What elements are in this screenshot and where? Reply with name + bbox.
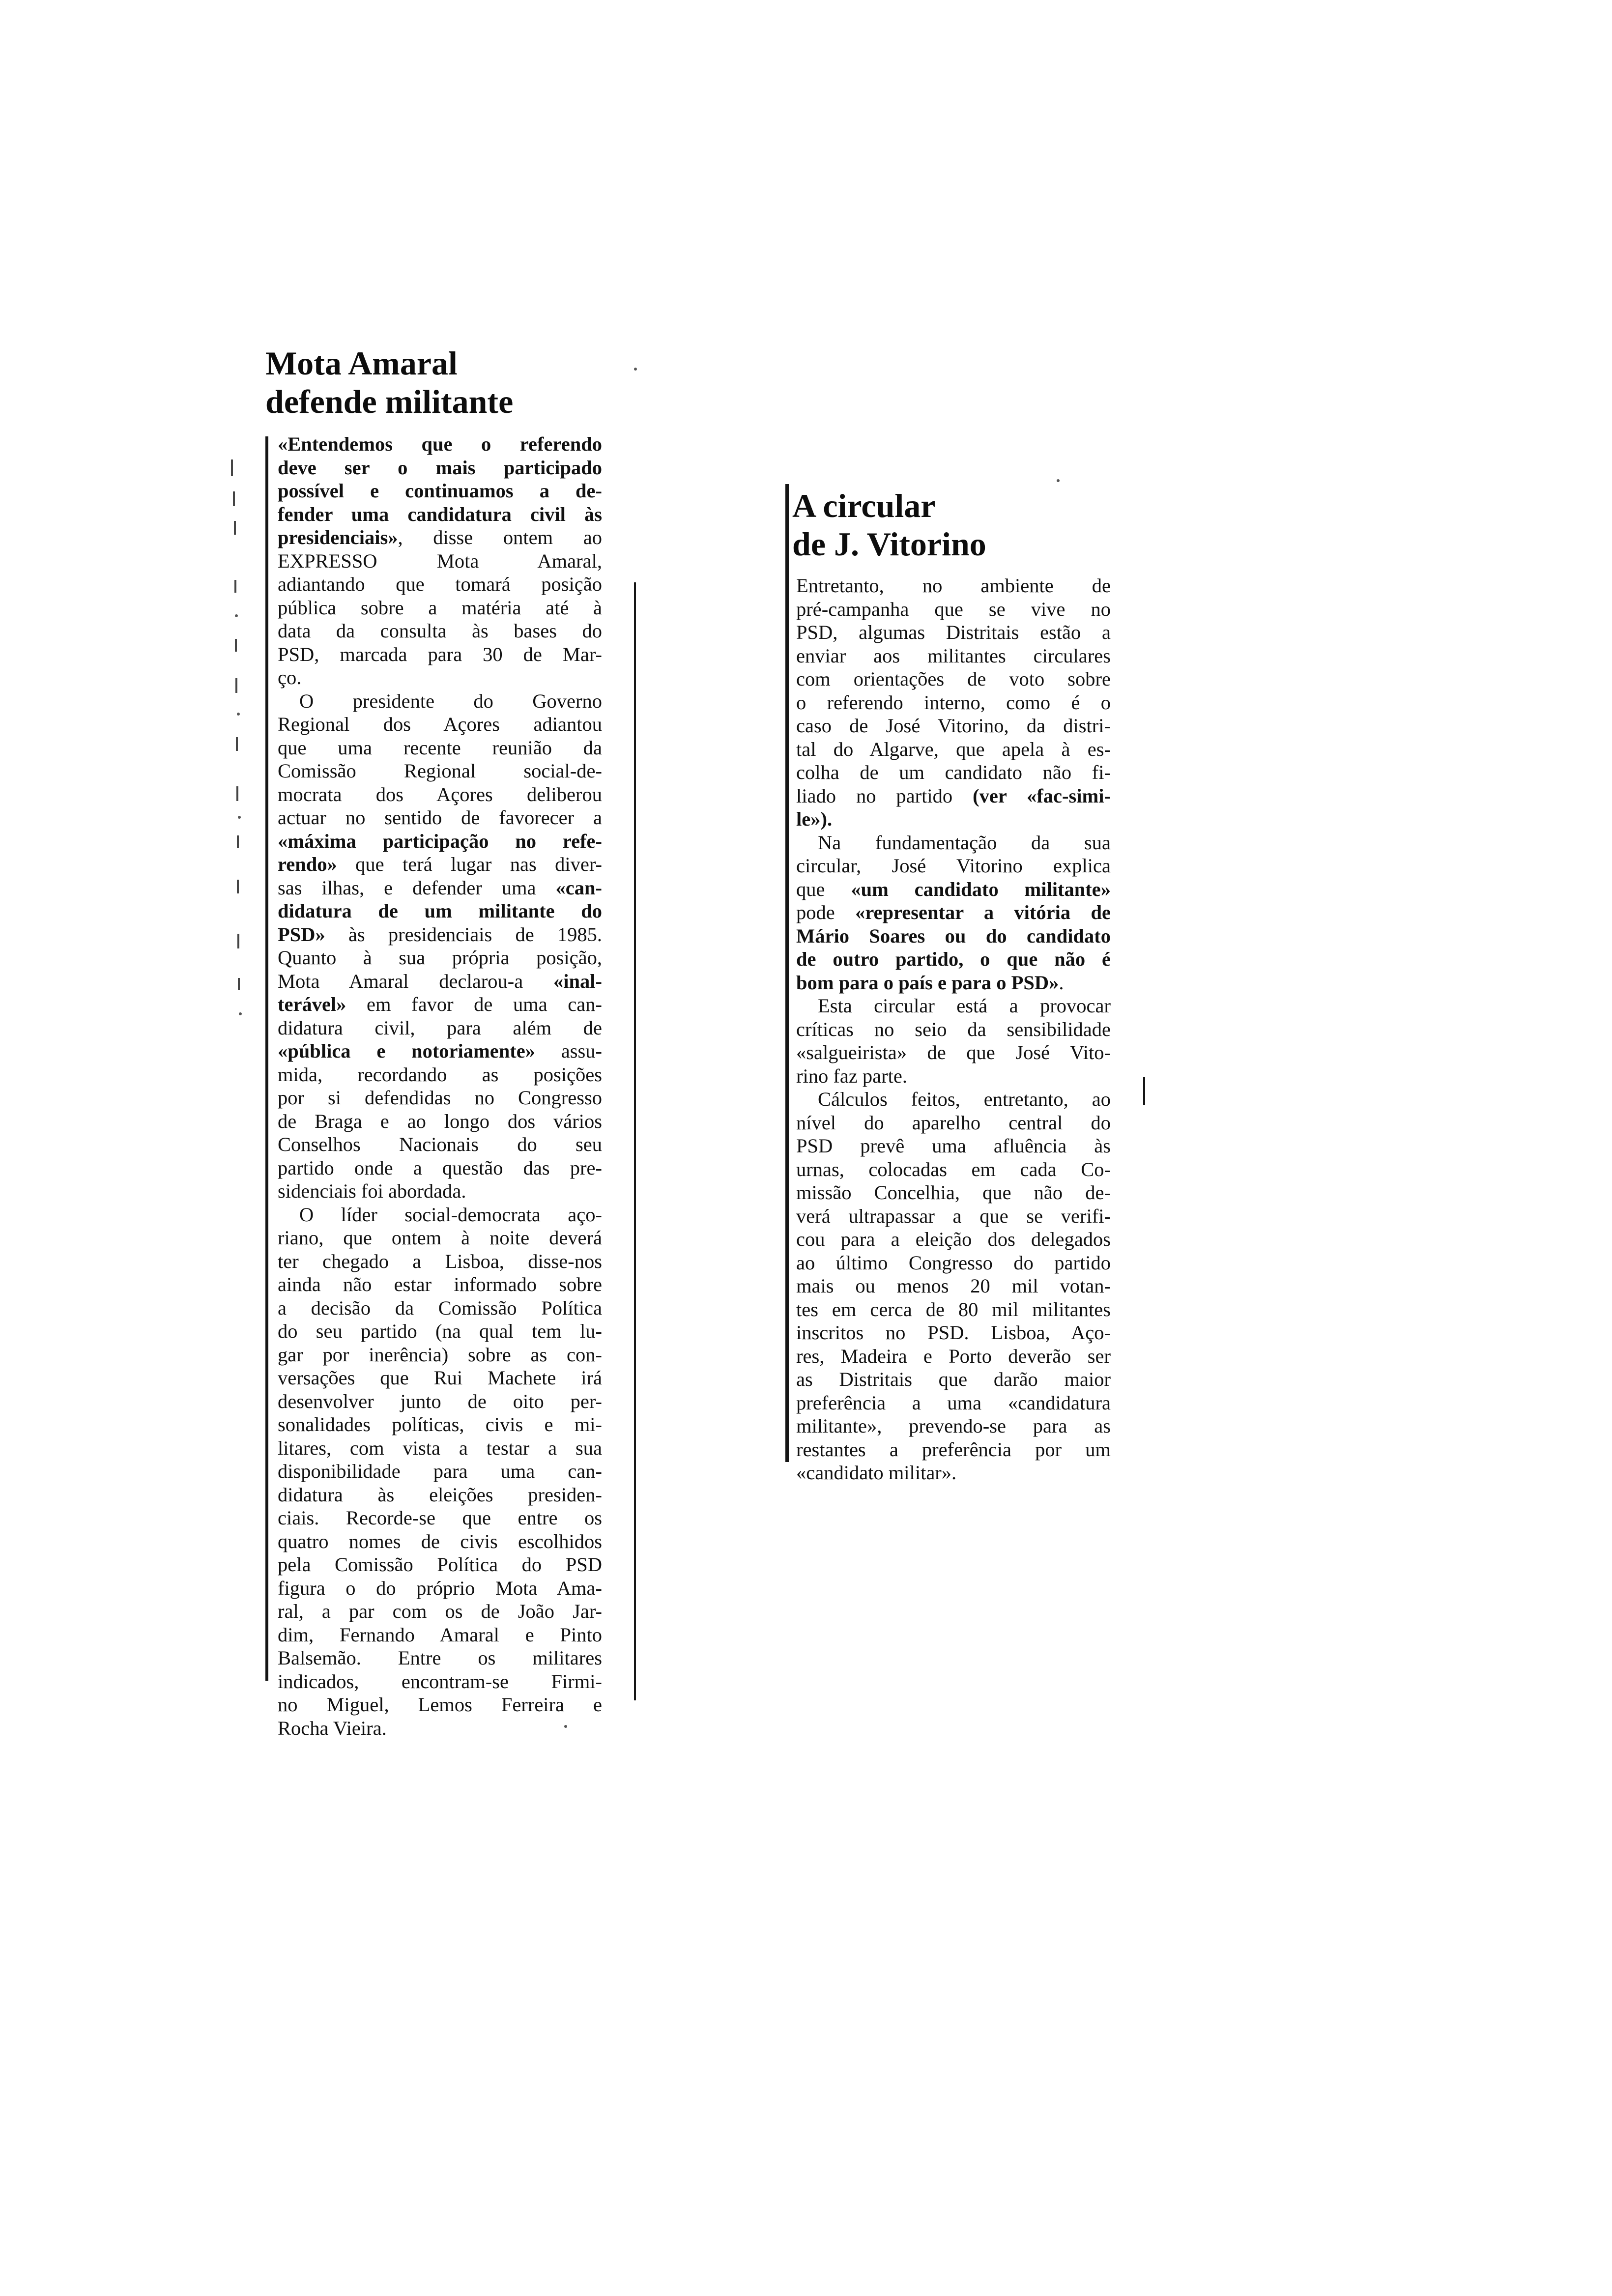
text: ainda não estar informado sobre [278,1273,602,1295]
bold-text: possível e continuamos a de- [278,480,602,502]
text: EXPRESSO Mota Amaral, [278,549,602,572]
bold-text: fender uma candidatura civil às [278,503,602,525]
text-line [278,689,602,713]
text: verá ultrapassar a que se verifi- [796,1205,1111,1227]
text-line [796,1181,1111,1205]
text: pela Comissão Política do PSD [278,1553,602,1576]
text: assu- [535,1040,602,1062]
left-article-headline [265,344,639,421]
text-line [278,1296,602,1320]
text-line [278,1506,602,1530]
margin-tick [237,934,239,948]
text: partido onde a questão das pre- [278,1156,602,1179]
bold-text: «pública e notoriamente» [278,1040,535,1062]
text: o referendo interno, como é o [796,691,1111,714]
text-line [796,1111,1111,1135]
text-line [796,1391,1111,1415]
text: sas ilhas, e defender uma [278,876,556,899]
text: Balsemão. Entre os militares [278,1647,602,1669]
text: Entretanto, no ambiente de [796,574,1111,597]
bold-text: presidenciais» [278,526,398,548]
text: sidenciais foi abordada. [278,1180,466,1202]
margin-tick [235,678,237,693]
margin-tick [235,639,237,652]
text: Conselhos Nacionais do seu [278,1133,602,1155]
text-line [278,1039,602,1063]
right-article-margin-mark [1143,1077,1145,1105]
text-line [278,853,602,876]
text: , disse ontem ao [398,526,602,548]
text-line [278,1250,602,1273]
text-line [796,1298,1111,1321]
text-line [278,643,602,666]
text-line [278,1343,602,1367]
text: mida, recordando as posições [278,1063,602,1086]
margin-tick [231,459,233,476]
text-line [278,1390,602,1413]
bold-text: terável» [278,993,346,1015]
text-line [278,1156,602,1180]
text-line [278,830,602,853]
text-line [796,1158,1111,1181]
left-article-left-rule [265,436,268,1681]
text-line [796,1088,1111,1111]
text-line [278,549,602,573]
text: gar por inerência) sobre as con- [278,1343,602,1366]
text-line [278,1530,602,1553]
text: ao último Congresso do partido [796,1251,1111,1274]
text-line [278,783,602,806]
text-line [278,1179,602,1203]
text: em favor de uma can- [346,993,602,1015]
text: preferência a uma «candidatura [796,1391,1111,1414]
bold-text: (ver «fac-simi- [973,784,1111,807]
text-line [278,806,602,830]
text: liado no partido [796,784,973,807]
text: do seu partido (na qual tem lu- [278,1320,602,1342]
text: cou para a eleição dos delegados [796,1228,1111,1250]
text: didatura às eleições presiden- [278,1483,602,1506]
text-line [796,971,1111,995]
text: tes em cerca de 80 mil militantes [796,1298,1111,1320]
margin-tick [237,835,239,848]
scan-speck [1057,479,1060,482]
text: às presidenciais de 1985. [325,923,602,946]
text: que terá lugar nas diver- [337,853,602,875]
text: sonalidades políticas, civis e mi- [278,1413,602,1435]
text-line [796,1274,1111,1298]
margin-tick [234,580,236,593]
text-line [796,1368,1111,1391]
text-line [796,901,1111,924]
text: pré-campanha que se vive no [796,598,1111,620]
text-line [796,1134,1111,1158]
text-line [278,970,602,993]
margin-tick [236,737,238,751]
text: caso de José Vitorino, da distri- [796,715,1111,737]
text: «salgueirista» de que José Vito- [796,1041,1111,1063]
text-line [796,644,1111,668]
text: por si defendidas no Congresso [278,1087,602,1109]
text: rino faz parte. [796,1064,907,1087]
left-paragraph-1 [278,432,602,689]
bold-text: le»). [796,808,833,830]
bold-text: rendo» [278,853,337,875]
right-article-left-rule [785,484,789,1462]
bold-text: bom para o país e para o PSD» [796,971,1059,994]
bold-text: Mário Soares ou do candidato [796,924,1111,947]
text: actuar no sentido de favorecer a [278,806,602,829]
bold-text: «representar a vitória de [855,901,1111,923]
text: res, Madeira e Porto deverão ser [796,1345,1111,1367]
text: mocrata dos Açores deliberou [278,783,602,805]
text-line [796,1251,1111,1275]
text-line [796,1461,1111,1485]
scan-speck [564,1725,567,1728]
right-headline-line-2: de J. Vitorino [792,525,986,563]
text: Esta circular está a provocar [818,995,1111,1017]
text: «candidato militar». [796,1462,957,1484]
text: militante», prevendo-se para as [796,1415,1111,1437]
text: PSD prevê uma afluência às [796,1135,1111,1157]
text-line [278,1623,602,1647]
text-line [278,1436,602,1460]
text: O líder social-democrata aço- [299,1203,602,1226]
text-line [796,1205,1111,1228]
text-line [796,1438,1111,1462]
right-article-body [796,574,1111,1485]
right-paragraph-3 [796,994,1111,1088]
text-line [796,878,1111,901]
text-line [278,1413,602,1436]
text-line [278,993,602,1016]
margin-dot [237,713,240,716]
text-line [796,1041,1111,1064]
text: Na fundamentação da sua [818,831,1111,854]
text: ter chegado a Lisboa, disse-nos [278,1250,602,1272]
text: colha de um candidato não fi- [796,761,1111,783]
bold-text: «máxima participação no refe- [278,830,602,852]
text-line [796,1018,1111,1041]
text: missão Concelhia, que não de- [796,1181,1111,1204]
text: desenvolver junto de oito per- [278,1390,602,1412]
text: versações que Rui Machete irá [278,1367,602,1389]
text-line [278,946,602,970]
text-line [278,1483,602,1507]
text-line [278,1063,602,1087]
text-line [278,1366,602,1390]
text-line [278,1717,602,1740]
text-line [278,1553,602,1577]
text: tal do Algarve, que apela à es- [796,738,1111,760]
text: O presidente do Governo [299,689,602,712]
text: a decisão da Comissão Política [278,1296,602,1319]
text: ciais. Recorde-se que entre os [278,1507,602,1529]
text-line [278,503,602,526]
text-line [278,876,602,900]
text: pode [796,901,856,923]
text-line [278,1273,602,1296]
text: adiantando que tomará posição [278,573,602,595]
margin-tick [234,521,236,535]
left-paragraph-2 [278,689,602,1203]
text-line [278,759,602,783]
text-line [278,1460,602,1483]
text-line [278,1016,602,1040]
scan-speck [634,368,637,371]
text-line [278,456,602,480]
right-headline-line-1: A circular [792,487,936,524]
text: que uma recente reunião da [278,736,602,759]
bold-text: «can- [555,876,602,899]
text-line [796,667,1111,691]
text-line [796,807,1111,831]
margin-tick [237,880,239,893]
margin-tick [233,491,235,506]
text: nível do aparelho central do [796,1111,1111,1134]
text-line [278,596,602,620]
text-line [278,1693,602,1717]
left-headline-line-2: defende militante [265,383,514,420]
right-paragraph-2 [796,831,1111,995]
text: Regional dos Açores adiantou [278,713,602,735]
bold-text: de outro partido, o que não é [796,948,1111,970]
margin-dot [239,1012,242,1015]
text-line [278,1646,602,1670]
text: Rocha Vieira. [278,1717,387,1739]
left-article-right-rule [634,582,636,1700]
right-paragraph-1 [796,574,1111,831]
margin-dot [235,614,238,617]
text-line [278,573,602,596]
margin-tick [236,786,238,801]
text-line [796,947,1111,971]
text: Quanto à sua própria posição, [278,947,602,969]
text: disponibilidade para uma can- [278,1460,602,1482]
text: PSD, algumas Distritais estão a [796,621,1111,643]
text-line [278,666,602,689]
left-article-body [278,432,602,1740]
margin-tick [238,978,240,990]
text: quatro nomes de civis escolhidos [278,1530,602,1552]
text: . [1059,971,1064,994]
text: circular, José Vitorino explica [796,855,1111,877]
text-line [278,1600,602,1623]
text-line [796,1064,1111,1088]
text-line [278,619,602,643]
text-line [278,1226,602,1250]
text-line [278,713,602,736]
left-paragraph-3 [278,1203,602,1740]
text: data da consulta às bases do [278,620,602,642]
text: mais ou menos 20 mil votan- [796,1275,1111,1297]
text: restantes a preferência por um [796,1438,1111,1461]
bold-text: PSD» [278,923,325,946]
bold-text: didatura de um militante do [278,900,602,922]
text: figura o do próprio Mota Ama- [278,1577,602,1599]
text-line [796,1345,1111,1368]
text: indicados, encontram-se Firmi- [278,1670,602,1693]
text: no Miguel, Lemos Ferreira e [278,1693,602,1716]
text: ral, a par com os de João Jar- [278,1600,602,1622]
text: críticas no seio da sensibilidade [796,1018,1111,1040]
text-line [796,761,1111,784]
bold-text: deve ser o mais participado [278,456,602,479]
text: Mota Amaral declarou-a [278,970,553,992]
text: pública sobre a matéria até à [278,596,602,619]
text: urnas, colocadas em cada Co- [796,1158,1111,1180]
text-line [278,736,602,760]
text-line [278,1133,602,1156]
text-line [796,831,1111,855]
margin-dot [238,816,241,819]
text: que [796,878,851,900]
text-line [796,1414,1111,1438]
text-line [796,854,1111,878]
text: litares, com vista a testar a sua [278,1436,602,1459]
text-line [796,598,1111,621]
text: dim, Fernando Amaral e Pinto [278,1623,602,1646]
text-line [278,526,602,549]
left-headline-line-1: Mota Amaral [265,344,458,382]
text: enviar aos militantes circulares [796,644,1111,667]
text-line [796,691,1111,715]
text-line [796,621,1111,644]
text: Comissão Regional social-de- [278,760,602,782]
text: ço. [278,666,302,689]
right-article-headline [792,487,1136,563]
text: Cálculos feitos, entretanto, ao [818,1088,1111,1110]
bold-text: «inal- [553,970,602,992]
text: riano, que ontem à noite deverá [278,1227,602,1249]
text: de Braga e ao longo dos vários [278,1110,602,1132]
text-line [278,479,602,503]
text-line [278,1577,602,1600]
text-line [796,1321,1111,1345]
text-line [796,1228,1111,1251]
text: com orientações de voto sobre [796,668,1111,690]
text-line [796,714,1111,738]
bold-text: «um candidato militante» [851,878,1111,900]
text: as Distritais que darão maior [796,1368,1111,1390]
text-line [278,432,602,456]
text-line [278,1670,602,1693]
text-line [278,899,602,923]
text: didatura civil, para além de [278,1016,602,1039]
text-line [278,1086,602,1110]
text-line [796,994,1111,1018]
text-line [278,1110,602,1133]
text: PSD, marcada para 30 de Mar- [278,643,602,665]
text: inscritos no PSD. Lisboa, Aço- [796,1321,1111,1344]
text-line [796,784,1111,808]
text-line [796,924,1111,948]
text-line [796,738,1111,761]
text-line [278,923,602,947]
text-line [796,574,1111,598]
bold-text: «Entendemos que o referendo [278,433,602,455]
right-paragraph-4 [796,1088,1111,1485]
text-line [278,1320,602,1343]
text-line [278,1203,602,1227]
